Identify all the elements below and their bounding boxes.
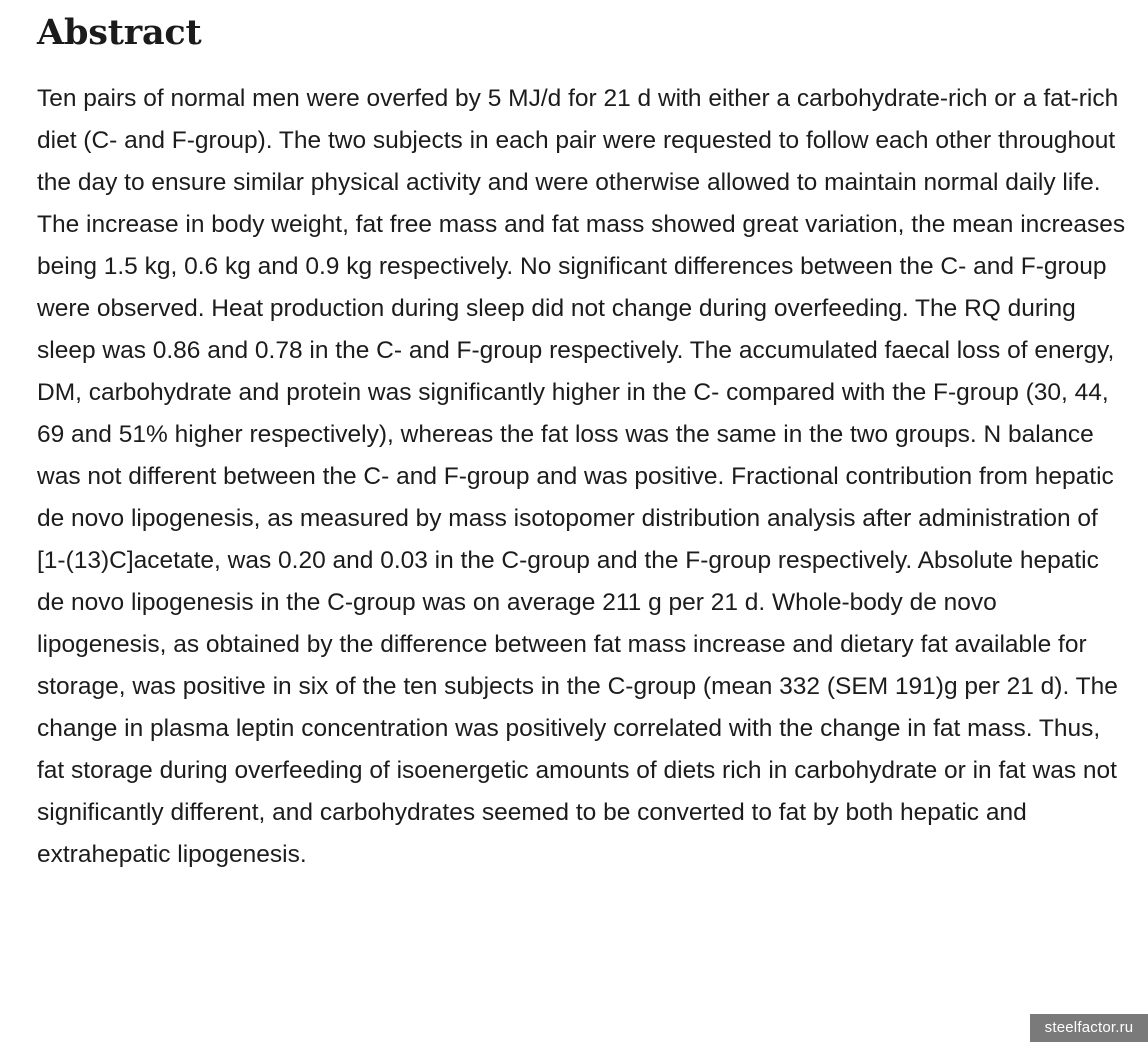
abstract-heading: Abstract — [37, 12, 202, 53]
abstract-section — [37, 10, 1127, 876]
abstract-body: Ten pairs of normal men were overfed by 5 MJ/d for 21 d with either a carbohydrate-rich or a fat-rich diet (C- and F-group). The two subjects in each pair were requested to follow each other throughout the day to ensure similar physical activity and were otherwise allowed to maintain normal daily life. The increase in body weight, fat free mass and fat mass showed great variation, the mean increases being 1.5 kg, 0.6 kg and 0.9 kg respectively. No significant differences between the C- and F-group were observed. Heat production during sleep did not change during overfeeding. The RQ during sleep was 0.86 and 0.78 in the C- and F-group respectively. The accumulated faecal loss of energy, DM, carbohydrate and protein was significantly higher in the C- compared with the F-group (30, 44, 69 and 51% higher respectively), whereas the fat loss was the same in the two groups. N balance was not different between the C- and F-group and was positive. Fractional contribution from hepatic de novo lipogenesis, as measured by mass isotopomer distribution analysis after administration of [1-(13)C]acetate, was 0.20 and 0.03 in the C-group and the F-group respectively. Absolute hepatic de novo lipogenesis in the C-group was on average 211 g per 21 d. Whole-body de novo lipogenesis, as obtained by the difference between fat mass increase and dietary fat available for storage, was positive in six of the ten subjects in the C-group (mean 332 (SEM 191)g per 21 d). The change in plasma leptin concentration was positively correlated with the change in fat mass. Thus, fat storage during overfeeding of isoenergetic amounts of diets rich in carbohydrate or in fat was not significantly different, and carbohydrates seemed to be converted to fat by both hepatic and extrahepatic lipogenesis. — [37, 85, 1126, 868]
watermark-badge: steelfactor.ru — [1030, 1014, 1148, 1042]
